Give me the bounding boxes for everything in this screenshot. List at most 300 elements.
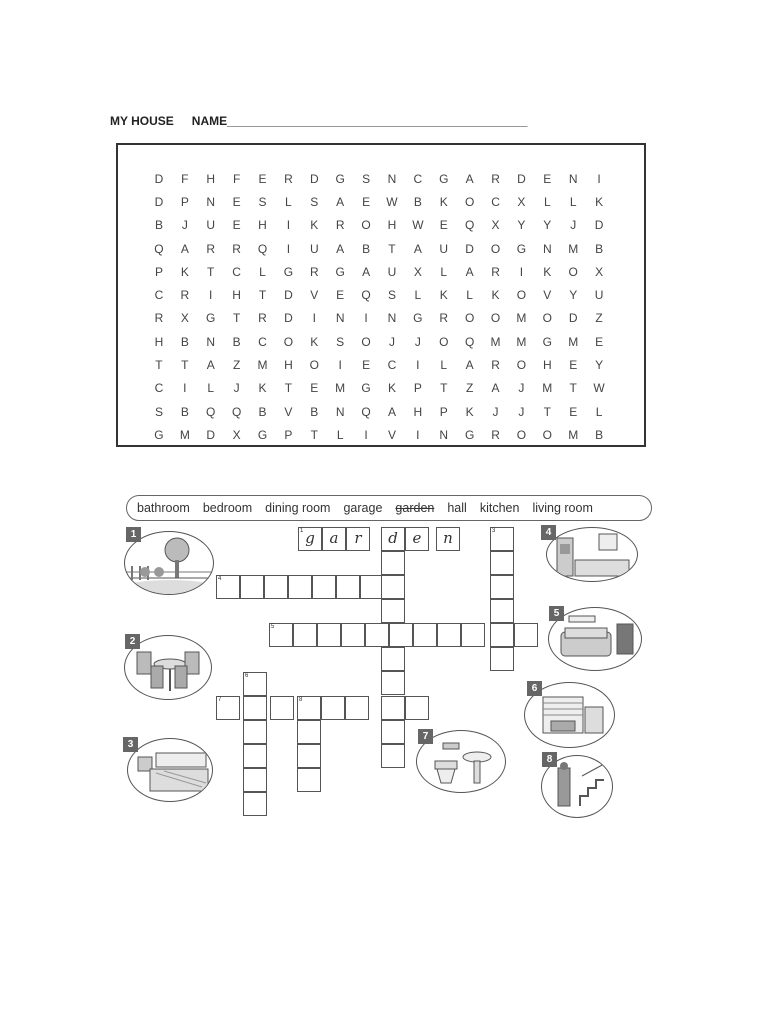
word-search-letter[interactable]: I — [519, 264, 524, 279]
word-search-letter[interactable]: O — [516, 358, 527, 373]
picture-number-badge: 8 — [542, 752, 557, 767]
crossword-cell[interactable] — [346, 527, 370, 551]
word-search-letter[interactable]: X — [595, 264, 604, 279]
crossword-cell[interactable] — [322, 527, 346, 551]
word-search-letter[interactable]: A — [336, 241, 345, 256]
word-search-letter[interactable]: Y — [569, 288, 578, 303]
word-search-row — [146, 190, 612, 213]
crossword-cell[interactable] — [345, 696, 369, 720]
word-search-letter[interactable]: Q — [361, 288, 371, 303]
word-search-letter[interactable]: M — [257, 358, 268, 373]
word-search-letter[interactable]: Y — [595, 358, 604, 373]
word-search-letter[interactable]: C — [154, 288, 164, 303]
word-search-letter[interactable]: G — [335, 264, 345, 279]
word-search-letter[interactable]: R — [491, 171, 500, 186]
word-search-letter[interactable]: O — [283, 334, 294, 349]
word-search-letter[interactable]: C — [387, 358, 397, 373]
word-search-row — [146, 307, 612, 330]
crossword-cell[interactable] — [461, 623, 485, 647]
word-search-letter[interactable]: A — [465, 171, 474, 186]
word-search-letter[interactable]: L — [595, 404, 603, 419]
crossword-cell[interactable] — [312, 575, 336, 599]
word-search-letter[interactable]: T — [543, 404, 551, 419]
crossword-cell[interactable] — [381, 720, 405, 744]
word-search-letter[interactable]: K — [465, 404, 474, 419]
word-search-letter[interactable]: E — [362, 194, 371, 209]
word-search-letter[interactable]: S — [154, 404, 163, 419]
word-search-letter[interactable]: L — [336, 427, 344, 442]
word-search-letter[interactable]: I — [364, 427, 368, 442]
word-search-letter[interactable]: G — [413, 311, 423, 326]
crossword-cell[interactable] — [436, 527, 460, 551]
crossword-cell[interactable] — [321, 696, 345, 720]
cell-letter: r — [354, 529, 362, 547]
word-search-letter[interactable]: K — [180, 264, 189, 279]
word-search-letter[interactable]: Q — [231, 404, 242, 419]
word-search-letter[interactable]: P — [439, 404, 448, 419]
picture-number-badge: 5 — [549, 606, 564, 621]
crossword-cell[interactable]: 6 — [243, 672, 267, 696]
word-search-letter[interactable]: B — [180, 334, 189, 349]
word-search-letter[interactable]: I — [597, 171, 601, 186]
word-search-letter[interactable]: E — [336, 288, 345, 303]
word-search-letter[interactable]: E — [595, 334, 604, 349]
crossword-cell[interactable]: 4 — [216, 575, 240, 599]
word-search-letter[interactable]: R — [491, 358, 500, 373]
word-search-letter[interactable]: B — [232, 334, 241, 349]
worksheet-title: MY HOUSE — [110, 114, 174, 128]
word-search-letter[interactable]: J — [233, 381, 240, 396]
word-search-letter[interactable]: I — [312, 311, 316, 326]
word-search-letter[interactable]: G — [464, 427, 475, 442]
word-search-letter[interactable]: N — [206, 334, 216, 349]
word-search-letter[interactable]: L — [543, 194, 551, 209]
word-search-letter[interactable]: G — [335, 171, 345, 186]
crossword-cell[interactable]: 3 — [490, 527, 514, 551]
crossword-cell[interactable] — [490, 575, 514, 599]
word-search-letter[interactable]: A — [206, 358, 215, 373]
picture-number-badge: 1 — [126, 527, 141, 542]
word-search-letter[interactable]: M — [516, 334, 527, 349]
word-search-letter[interactable]: I — [416, 427, 420, 442]
crossword-cell[interactable] — [336, 575, 360, 599]
word-search-letter[interactable]: T — [284, 381, 293, 396]
word-search-letter[interactable]: L — [259, 264, 266, 279]
bedroom-picture — [127, 738, 213, 802]
bedroom-icon — [128, 739, 213, 802]
word-search-letter[interactable]: O — [490, 241, 501, 256]
word-search-letter[interactable]: T — [181, 358, 189, 373]
word-search-letter[interactable]: E — [569, 404, 578, 419]
word-search-letter[interactable]: Q — [464, 218, 475, 233]
word-search-letter[interactable]: U — [309, 241, 319, 256]
word-search-letter[interactable]: N — [206, 194, 216, 209]
word-search-letter[interactable]: X — [232, 427, 241, 442]
word-search-row — [146, 260, 612, 283]
crossword-cell[interactable] — [381, 551, 405, 575]
word-search-letter[interactable]: A — [491, 381, 500, 396]
word-search-letter[interactable]: O — [542, 311, 552, 326]
word-search-letter[interactable]: S — [258, 194, 267, 209]
word-search-letter[interactable]: Z — [232, 358, 241, 373]
kitchen-picture — [546, 527, 638, 582]
crossword-cell[interactable] — [381, 696, 405, 720]
word-search-letter[interactable]: N — [542, 241, 552, 256]
word-search-letter[interactable]: A — [465, 358, 474, 373]
word-search-letter[interactable]: S — [310, 194, 319, 209]
word-search-letter[interactable]: R — [258, 311, 267, 326]
word-search-letter[interactable]: E — [232, 194, 241, 209]
word-search-row — [146, 237, 612, 260]
crossword-cell[interactable] — [297, 720, 321, 744]
word-search-letter[interactable]: N — [387, 311, 397, 326]
word-search-letter[interactable]: E — [362, 358, 371, 373]
word-search-letter[interactable]: J — [181, 218, 188, 233]
word-search-letter[interactable]: K — [491, 288, 500, 303]
word-search-letter[interactable]: G — [257, 427, 268, 442]
word-search-letter[interactable]: H — [232, 288, 241, 303]
word-search-letter[interactable]: H — [413, 404, 423, 419]
crossword-cell[interactable] — [243, 696, 267, 720]
word-search-letter[interactable]: T — [440, 381, 448, 396]
word-search-letter[interactable]: B — [595, 427, 604, 442]
word-search-letter[interactable]: N — [387, 171, 397, 186]
word-search-letter[interactable]: K — [310, 218, 319, 233]
picture-number-badge: 2 — [125, 634, 140, 649]
word-search-letter[interactable]: Y — [543, 218, 552, 233]
word-search-letter[interactable]: U — [387, 264, 397, 279]
crossword-cell[interactable] — [490, 623, 514, 647]
word-search-letter[interactable]: S — [362, 171, 371, 186]
word-search-letter[interactable]: J — [388, 334, 395, 349]
word-search-letter[interactable]: O — [568, 264, 578, 279]
crossword-cell[interactable] — [288, 575, 312, 599]
crossword-cell[interactable]: 1 g — [298, 527, 322, 551]
crossword-cell[interactable] — [490, 551, 514, 575]
word-search-letter[interactable]: K — [595, 194, 604, 209]
word-search-letter[interactable]: W — [412, 218, 424, 233]
word-search-letter[interactable]: V — [310, 288, 319, 303]
word-search-letter[interactable]: O — [309, 358, 319, 373]
word-search-letter[interactable]: J — [492, 404, 499, 419]
word-search-letter[interactable]: D — [517, 171, 526, 186]
crossword-cell[interactable] — [243, 744, 267, 768]
word-search-letter[interactable]: P — [284, 427, 293, 442]
word-search-row — [146, 400, 612, 423]
word-search-letter[interactable]: U — [594, 288, 604, 303]
word-search-letter[interactable]: I — [286, 218, 291, 233]
word-search-letter[interactable]: E — [543, 171, 552, 186]
crossword-cell[interactable] — [243, 768, 267, 792]
word-search-letter[interactable]: I — [183, 381, 187, 396]
word-search-letter[interactable]: M — [335, 381, 346, 396]
word-search-letter[interactable]: B — [362, 241, 371, 256]
word-search-letter[interactable]: B — [413, 194, 422, 209]
word-search-letter[interactable]: M — [568, 241, 579, 256]
word-search-letter[interactable]: K — [439, 288, 448, 303]
word-search-letter[interactable]: O — [516, 288, 527, 303]
word-search-letter[interactable]: D — [594, 218, 604, 233]
word-search-letter[interactable]: G — [542, 334, 552, 349]
crossword-cell[interactable] — [405, 527, 429, 551]
word-search-letter[interactable]: C — [413, 171, 423, 186]
crossword-cell[interactable] — [297, 768, 321, 792]
cell-letter: a — [329, 529, 339, 547]
picture-number-badge: 4 — [541, 525, 556, 540]
crossword-cell[interactable] — [381, 647, 405, 671]
word-search-letter[interactable]: O — [464, 311, 475, 326]
word-search-letter[interactable]: L — [569, 194, 577, 209]
cell-letter: e — [412, 529, 422, 547]
word-search-letter[interactable]: Y — [517, 218, 526, 233]
crossword-cell[interactable] — [490, 599, 514, 623]
crossword-cell[interactable] — [341, 623, 365, 647]
word-search-letter[interactable]: I — [286, 241, 291, 256]
crossword-cell[interactable] — [381, 599, 405, 623]
word-search-letter[interactable]: H — [284, 358, 293, 373]
word-search-letter[interactable]: H — [387, 218, 397, 233]
word-search-letter[interactable]: V — [284, 404, 293, 419]
word-search-letter[interactable]: D — [309, 171, 319, 186]
word-search-letter[interactable]: L — [285, 194, 292, 209]
word-search-letter[interactable]: R — [154, 311, 164, 326]
crossword-cell[interactable] — [243, 792, 267, 816]
crossword-cell[interactable] — [405, 696, 429, 720]
word-search-letter[interactable]: S — [336, 334, 345, 349]
crossword-cell[interactable] — [381, 671, 405, 695]
crossword-cell[interactable] — [365, 623, 389, 647]
word-search-letter[interactable]: T — [232, 311, 241, 326]
word-search-letter[interactable]: D — [206, 427, 216, 442]
cell-letter: n — [443, 529, 453, 547]
word-search-letter[interactable]: Z — [465, 381, 474, 396]
word-search-letter[interactable]: M — [516, 311, 527, 326]
word-search-letter[interactable]: G — [516, 241, 527, 256]
crossword-cell[interactable]: 8 — [297, 696, 321, 720]
crossword-cell[interactable] — [243, 720, 267, 744]
crossword-cell[interactable] — [381, 527, 405, 551]
word-search-letter[interactable]: B — [258, 404, 267, 419]
crossword-cell[interactable] — [293, 623, 317, 647]
word-search-letter[interactable]: V — [543, 288, 552, 303]
word-search-letter[interactable]: O — [361, 334, 371, 349]
word-search-row — [146, 353, 612, 376]
crossword-cell[interactable] — [297, 744, 321, 768]
word-search-letter[interactable]: R — [232, 241, 241, 256]
word-search-letter[interactable]: T — [388, 241, 396, 256]
word-search-letter[interactable]: R — [284, 171, 293, 186]
word-search-letter[interactable]: M — [542, 381, 553, 396]
word-search-letter[interactable]: J — [518, 404, 525, 419]
word-search-letter[interactable]: A — [180, 241, 189, 256]
word-search-letter[interactable]: I — [416, 358, 420, 373]
word-search-letter[interactable]: N — [335, 311, 345, 326]
crossword-cell[interactable] — [413, 623, 437, 647]
word-search-letter[interactable]: Q — [257, 241, 268, 256]
word-search-letter[interactable]: J — [518, 381, 525, 396]
word-bank-item: garage — [343, 501, 383, 515]
word-search-letter[interactable]: R — [491, 264, 500, 279]
word-search-letter[interactable]: N — [335, 404, 345, 419]
name-field-label[interactable]: NAME_____________________________________________ — [191, 114, 528, 128]
word-search-letter[interactable]: G — [361, 381, 371, 396]
word-search-letter[interactable]: X — [413, 264, 422, 279]
word-search-letter[interactable]: T — [155, 358, 163, 373]
word-search-letter[interactable]: Q — [361, 404, 371, 419]
word-search-letter[interactable]: L — [440, 358, 448, 373]
word-bank-item: hall — [447, 501, 467, 515]
word-search-letter[interactable]: E — [310, 381, 319, 396]
word-search-row — [146, 377, 612, 400]
word-search-letter[interactable]: W — [386, 194, 398, 209]
word-search-letter[interactable]: R — [180, 288, 190, 303]
word-search-letter[interactable]: Z — [595, 311, 603, 326]
word-search-letter[interactable]: P — [180, 194, 189, 209]
crossword-cell[interactable] — [381, 744, 405, 768]
word-search-letter[interactable]: G — [154, 427, 164, 442]
word-search-letter[interactable]: E — [232, 218, 241, 233]
word-search-letter[interactable]: D — [154, 171, 164, 186]
crossword-cell[interactable]: 5 — [269, 623, 293, 647]
word-search-letter[interactable]: I — [209, 288, 213, 303]
word-search-letter[interactable]: K — [543, 264, 552, 279]
word-search-letter[interactable]: R — [309, 264, 319, 279]
word-search-letter[interactable]: T — [569, 381, 577, 396]
word-search-letter[interactable]: E — [439, 218, 448, 233]
word-search-letter[interactable]: K — [310, 334, 319, 349]
word-search-letter[interactable]: K — [258, 381, 267, 396]
word-search-letter[interactable]: F — [232, 171, 241, 186]
crossword-cell[interactable] — [264, 575, 288, 599]
word-search-letter[interactable]: Q — [206, 404, 216, 419]
word-search-letter[interactable]: T — [258, 288, 267, 303]
word-search-row — [146, 214, 612, 237]
word-search-letter[interactable]: C — [258, 334, 267, 349]
word-search-letter[interactable]: X — [180, 311, 189, 326]
word-search-letter[interactable]: K — [387, 381, 396, 396]
word-search-letter[interactable]: M — [490, 334, 501, 349]
word-search-letter[interactable]: R — [491, 427, 500, 442]
word-search-letter[interactable]: R — [206, 241, 216, 256]
word-search-letter[interactable]: W — [593, 381, 605, 396]
word-search-letter[interactable]: N — [568, 171, 578, 186]
word-bank-item: living room — [532, 501, 593, 515]
word-search-row — [146, 283, 612, 306]
word-search-letter[interactable]: L — [207, 381, 215, 396]
word-search-letter[interactable]: C — [154, 381, 164, 396]
word-search-letter[interactable]: M — [179, 427, 190, 442]
word-search-letter[interactable]: D — [568, 311, 578, 326]
word-search-letter[interactable]: U — [206, 218, 216, 233]
word-search-letter[interactable]: P — [154, 264, 163, 279]
word-search-letter[interactable]: O — [516, 427, 527, 442]
word-search-letter[interactable]: A — [362, 264, 371, 279]
crossword-cell[interactable] — [240, 575, 264, 599]
word-search-letter[interactable]: H — [154, 334, 164, 349]
word-search-letter[interactable]: L — [440, 264, 448, 279]
word-search-letter[interactable]: L — [466, 288, 473, 303]
word-search-letter[interactable]: I — [338, 358, 342, 373]
word-search-letter[interactable]: D — [284, 311, 293, 326]
picture-number-badge: 6 — [527, 681, 542, 696]
word-search-letter[interactable]: J — [414, 334, 421, 349]
word-search-letter[interactable]: H — [542, 358, 552, 373]
word-search-letter[interactable]: O — [439, 334, 449, 349]
word-search-letter[interactable]: Q — [464, 334, 475, 349]
word-search-letter[interactable]: R — [439, 311, 449, 326]
crossword-cell[interactable] — [317, 623, 341, 647]
word-search-letter[interactable]: T — [310, 427, 318, 442]
word-search-puzzle — [116, 143, 646, 447]
word-search-letter[interactable]: V — [387, 427, 396, 442]
word-search-row — [146, 330, 612, 353]
crossword-cell[interactable] — [389, 623, 413, 647]
word-search-letter[interactable]: A — [465, 264, 474, 279]
word-search-letter[interactable]: E — [258, 171, 267, 186]
word-bank-item: garden — [395, 501, 435, 515]
crossword-cell[interactable] — [270, 696, 294, 720]
word-search-letter[interactable]: E — [569, 358, 578, 373]
word-search-letter[interactable]: R — [335, 218, 345, 233]
word-search-letter[interactable]: X — [517, 194, 526, 209]
word-search-letter[interactable]: L — [414, 288, 422, 303]
word-search-letter[interactable]: U — [439, 241, 449, 256]
word-search-letter[interactable]: D — [284, 288, 293, 303]
word-search-letter[interactable]: Q — [154, 241, 164, 256]
crossword-cell[interactable] — [437, 623, 461, 647]
word-search-letter[interactable]: D — [154, 194, 164, 209]
word-search-letter[interactable]: A — [387, 404, 396, 419]
word-search-letter[interactable]: T — [207, 264, 215, 279]
word-search-letter[interactable]: O — [464, 194, 475, 209]
word-search-letter[interactable]: A — [413, 241, 422, 256]
word-search-letter[interactable]: K — [439, 194, 448, 209]
word-search-letter[interactable]: M — [568, 334, 579, 349]
word-search-letter[interactable]: B — [154, 218, 163, 233]
word-search-letter[interactable]: G — [439, 171, 449, 186]
word-search-letter[interactable]: I — [364, 311, 368, 326]
word-search-letter[interactable]: S — [387, 288, 396, 303]
word-search-letter[interactable]: B — [310, 404, 319, 419]
crossword-cell[interactable] — [514, 623, 538, 647]
word-search-row — [146, 423, 612, 446]
word-search-letter[interactable]: B — [595, 241, 604, 256]
word-search-letter[interactable]: O — [490, 311, 501, 326]
word-search-letter[interactable]: G — [283, 264, 294, 279]
word-search-letter[interactable]: G — [206, 311, 216, 326]
kitchen-icon — [547, 528, 638, 582]
word-search-letter[interactable]: O — [542, 427, 552, 442]
word-search-letter[interactable]: M — [568, 427, 579, 442]
word-search-letter[interactable]: O — [361, 218, 371, 233]
word-search-letter[interactable]: C — [491, 194, 500, 209]
word-search-letter[interactable]: P — [413, 381, 422, 396]
word-search-letter[interactable]: F — [181, 171, 189, 186]
word-bank-item: dining room — [265, 501, 331, 515]
crossword-cell[interactable]: 7 — [216, 696, 240, 720]
word-search-letter[interactable]: D — [465, 241, 474, 256]
word-search-letter[interactable]: H — [206, 171, 216, 186]
word-search-letter[interactable]: B — [180, 404, 189, 419]
crossword-cell[interactable] — [381, 575, 405, 599]
word-search-letter[interactable]: N — [439, 427, 449, 442]
word-search-letter[interactable]: H — [258, 218, 267, 233]
crossword-cell[interactable] — [490, 647, 514, 671]
word-search-letter[interactable]: A — [336, 194, 345, 209]
word-search-letter[interactable]: X — [491, 218, 500, 233]
word-search-letter[interactable]: C — [232, 264, 241, 279]
word-search-letter[interactable]: J — [570, 218, 577, 233]
